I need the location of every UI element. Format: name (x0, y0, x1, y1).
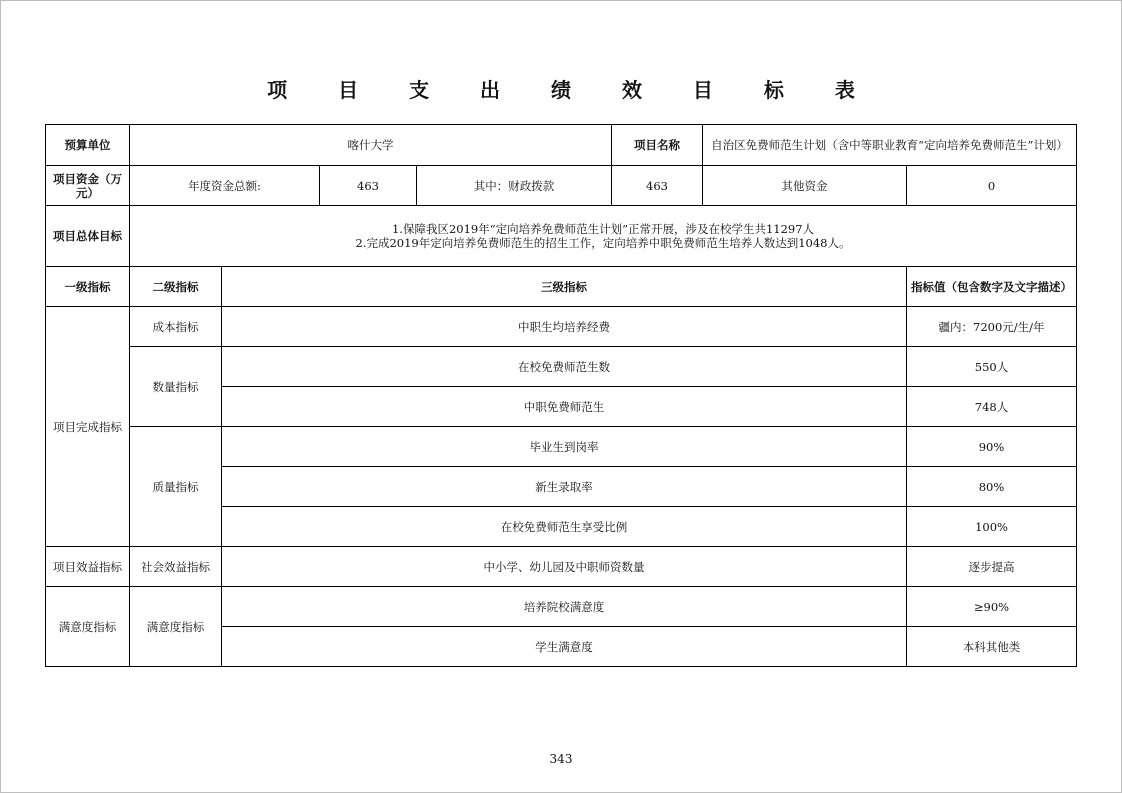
indicator-name: 在校免费师范生数 (222, 347, 907, 387)
other-funds-value: 0 (907, 166, 1077, 206)
benefit-indicator-label: 项目效益指标 (46, 547, 130, 587)
total-funds-label: 年度资金总额: (130, 166, 320, 206)
indicator-name: 学生满意度 (222, 627, 907, 667)
total-funds-value: 463 (320, 166, 417, 206)
header-row (46, 125, 1077, 166)
satisfaction-sub-label: 满意度指标 (130, 587, 222, 667)
fiscal-allocation-value: 463 (612, 166, 703, 206)
level3-header: 三级指标 (222, 267, 907, 307)
quantity-indicator-label: 数量指标 (130, 347, 222, 427)
overall-goal-line: 2.完成2019年定向培养免费师范生的招生工作，定向培养中职免费师范生培养人数达到1048人。 (355, 236, 851, 250)
indicator-name: 培养院校满意度 (222, 587, 907, 627)
table-row (46, 347, 1077, 387)
level1-header: 一级指标 (46, 267, 130, 307)
indicator-name: 在校免费师范生享受比例 (222, 507, 907, 547)
page-title: 项 目 支 出 绩 效 目 标 表 (267, 78, 877, 102)
indicator-name: 中小学、幼儿园及中职师资数量 (222, 547, 907, 587)
budget-unit-label: 预算单位 (46, 125, 130, 166)
funding-label: 项目资金（万元） (46, 166, 130, 206)
table-row (46, 587, 1077, 627)
budget-unit-value: 喀什大学 (130, 125, 612, 166)
overall-goal-label: 项目总体目标 (46, 206, 130, 267)
performance-target-table (45, 124, 1077, 667)
satisfaction-indicator-label: 满意度指标 (46, 587, 130, 667)
other-funds-label: 其他资金 (703, 166, 907, 206)
indicator-value: ≥90% (907, 587, 1077, 627)
indicator-value: 80% (907, 467, 1077, 507)
value-header: 指标值（包含数字及文字描述） (907, 267, 1077, 307)
project-name-value: 自治区免费师范生计划（含中等职业教育“定向培养免费师范生”计划） (703, 125, 1077, 166)
indicator-value: 90% (907, 427, 1077, 467)
indicator-name: 新生录取率 (222, 467, 907, 507)
indicator-name: 毕业生到岗率 (222, 427, 907, 467)
table-row (46, 547, 1077, 587)
overall-goal-line: 1.保障我区2019年“定向培养免费师范生计划”正常开展，涉及在校学生共11297人 (391, 222, 815, 236)
indicator-value: 逐步提高 (907, 547, 1077, 587)
indicator-value: 本科其他类 (907, 627, 1077, 667)
project-name-label: 项目名称 (612, 125, 703, 166)
table-row (46, 307, 1077, 347)
overall-goal-row (46, 206, 1077, 267)
social-benefit-label: 社会效益指标 (130, 547, 222, 587)
indicator-value: 100% (907, 507, 1077, 547)
fiscal-allocation-label: 其中：财政拨款 (417, 166, 612, 206)
indicator-name: 中职免费师范生 (222, 387, 907, 427)
indicator-value: 748人 (907, 387, 1077, 427)
table-row (46, 427, 1077, 467)
completion-indicator-label: 项目完成指标 (46, 307, 130, 547)
page-number: 343 (549, 752, 573, 766)
indicator-value: 疆内：7200元/生/年 (907, 307, 1077, 347)
column-header-row (46, 267, 1077, 307)
level2-header: 二级指标 (130, 267, 222, 307)
quality-indicator-label: 质量指标 (130, 427, 222, 547)
funding-row (46, 166, 1077, 206)
overall-goal-text (130, 206, 1077, 267)
indicator-name: 中职生均培养经费 (222, 307, 907, 347)
indicator-value: 550人 (907, 347, 1077, 387)
cost-indicator-label: 成本指标 (130, 307, 222, 347)
